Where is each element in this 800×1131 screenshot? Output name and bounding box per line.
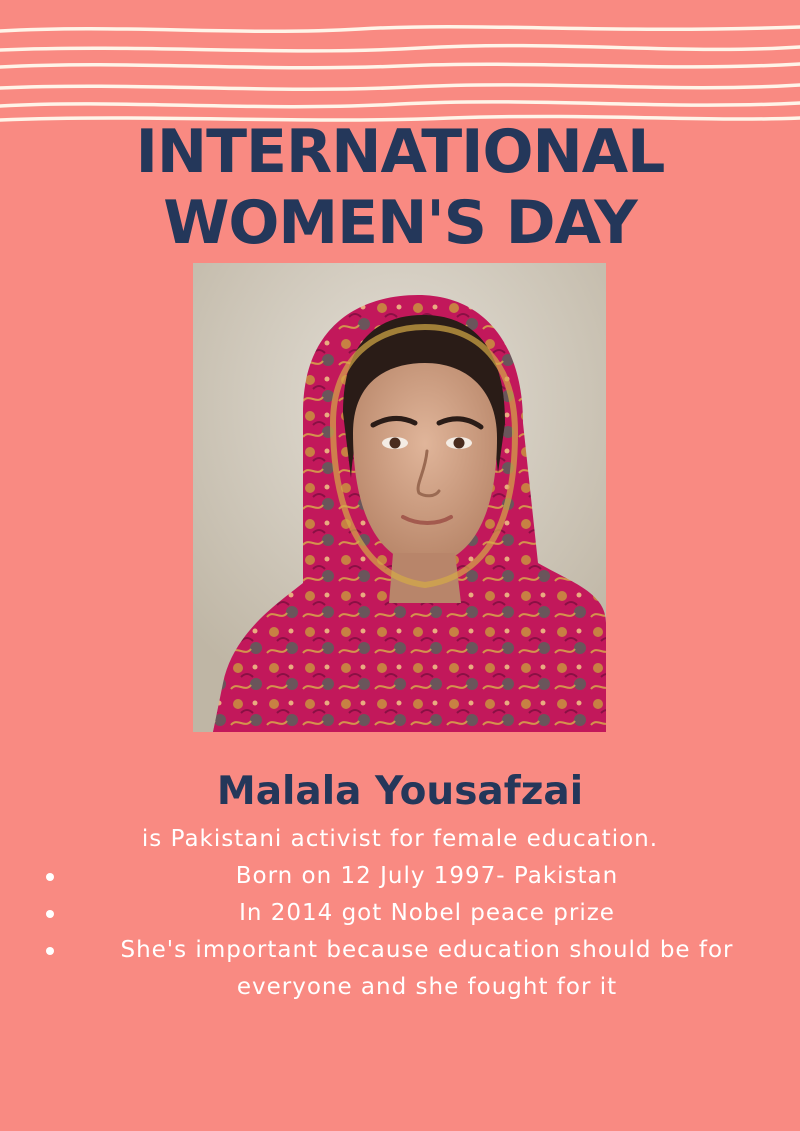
bullet-icon [46, 910, 54, 918]
wavy-line [0, 102, 800, 107]
portrait-photo [193, 263, 606, 732]
facts-list [40, 858, 780, 1006]
wavy-line [0, 46, 800, 51]
wavy-line [0, 85, 800, 89]
intro-text: is Pakistani activist for female education. [141, 826, 659, 852]
title-line-2: WOMEN'S DAY [163, 188, 637, 258]
fact-item [40, 895, 780, 932]
fact-text: In 2014 got Nobel peace prize [239, 900, 615, 926]
decorative-wavy-lines [0, 0, 800, 125]
title-line-1: INTERNATIONAL [135, 117, 665, 187]
fact-item [40, 858, 780, 895]
fact-item [40, 932, 780, 1006]
wavy-line [0, 64, 800, 68]
fact-text: She's important because education should be for everyone and she fought for it [120, 937, 734, 1000]
wavy-line [0, 27, 800, 32]
person-name: Malala Yousafzai [216, 769, 584, 814]
bullet-icon [46, 947, 54, 955]
bullet-icon [46, 873, 54, 881]
fact-text: Born on 12 July 1997- Pakistan [235, 863, 619, 889]
portrait-illustration [193, 263, 606, 732]
